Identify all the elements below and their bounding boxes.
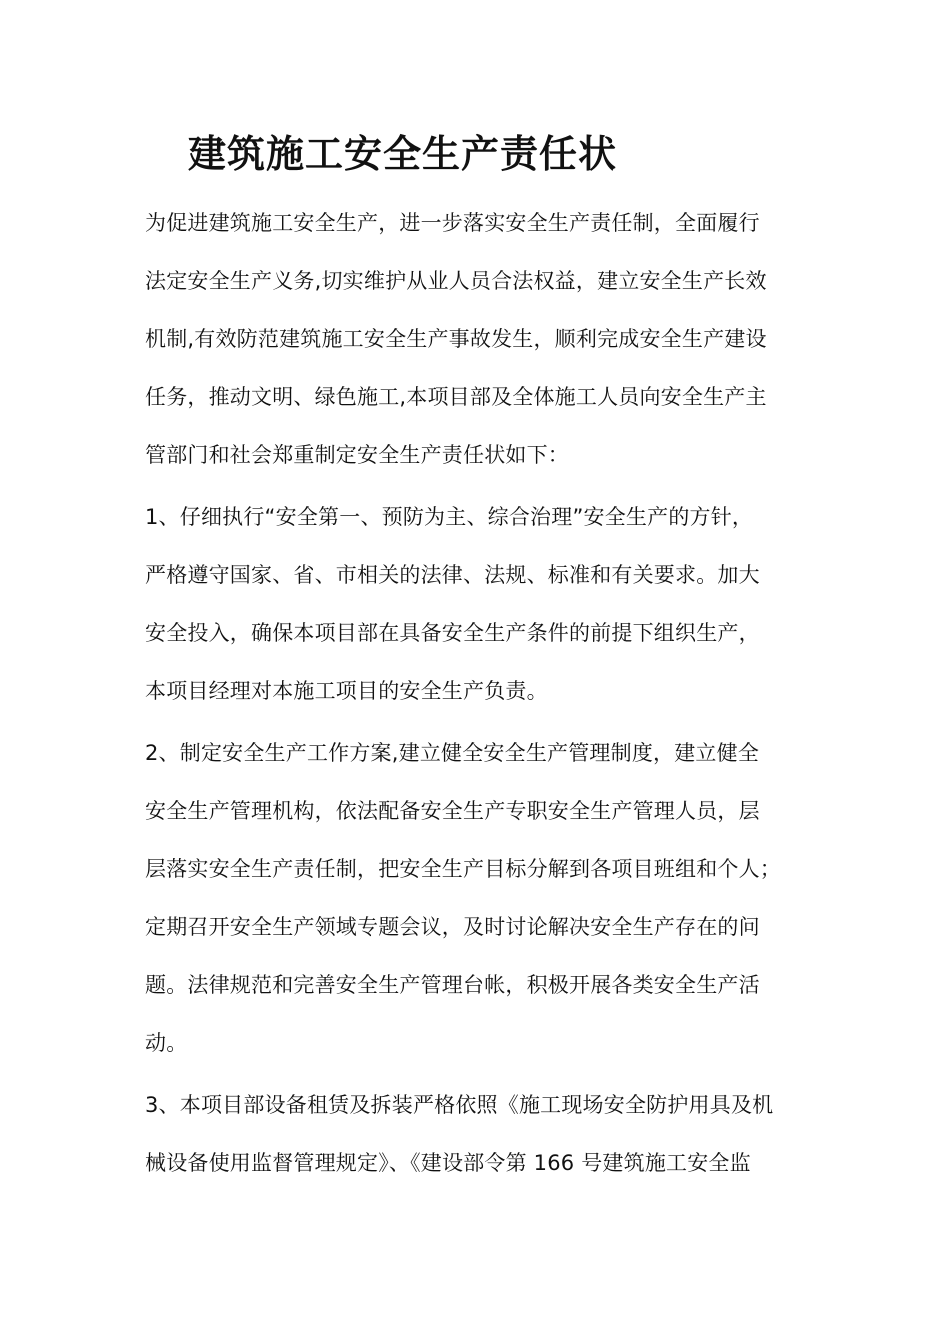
text-line: 本项目经理对本施工项目的安全生产负责。 xyxy=(145,679,548,703)
text-line: 2、制定安全生产工作方案,建立健全安全生产管理制度，建立健全 xyxy=(145,741,760,765)
text-line: 3、本项目部设备租赁及拆装严格依照《施工现场安全防护用具及机 xyxy=(145,1093,774,1117)
document-title: 建筑施工安全生产责任状 xyxy=(188,131,618,176)
paragraph-item-2 xyxy=(145,733,825,1081)
text-line: 为促进建筑施工安全生产，进一步落实安全生产责任制，全面履行 xyxy=(145,211,760,235)
text-line: 机制,有效防范建筑施工安全生产事故发生，顺利完成安全生产建设 xyxy=(145,327,767,351)
paragraph-item-3 xyxy=(145,1085,825,1201)
text-line: 安全投入，确保本项目部在具备安全生产条件的前提下组织生产， xyxy=(145,621,760,645)
text-line: 题。法律规范和完善安全生产管理台帐，积极开展各类安全生产活 xyxy=(145,973,760,997)
text-line: 定期召开安全生产领域专题会议，及时讨论解决安全生产存在的问 xyxy=(145,915,760,939)
text-line: 管部门和社会郑重制定安全生产责任状如下： xyxy=(145,443,569,467)
text-line: 任务，推动文明、绿色施工,本项目部及全体施工人员向安全生产主 xyxy=(145,385,767,409)
text-line: 严格遵守国家、省、市相关的法律、法规、标准和有关要求。加大 xyxy=(145,563,760,587)
paragraph-intro xyxy=(145,203,825,493)
text-line: 层落实安全生产责任制，把安全生产目标分解到各项目班组和个人； xyxy=(145,857,781,881)
text-line: 1、仔细执行“安全第一、预防为主、综合治理”安全生产的方针， xyxy=(145,505,754,529)
paragraph-item-1 xyxy=(145,497,825,729)
text-line: 动。 xyxy=(145,1031,188,1055)
text-line: 法定安全生产义务,切实维护从业人员合法权益，建立安全生产长效 xyxy=(145,269,767,293)
text-line: 安全生产管理机构，依法配备安全生产专职安全生产管理人员，层 xyxy=(145,799,760,823)
document-body xyxy=(145,203,825,1205)
text-line: 械设备使用监督管理规定》、《建设部令第 166 号建筑施工安全监 xyxy=(145,1151,751,1175)
